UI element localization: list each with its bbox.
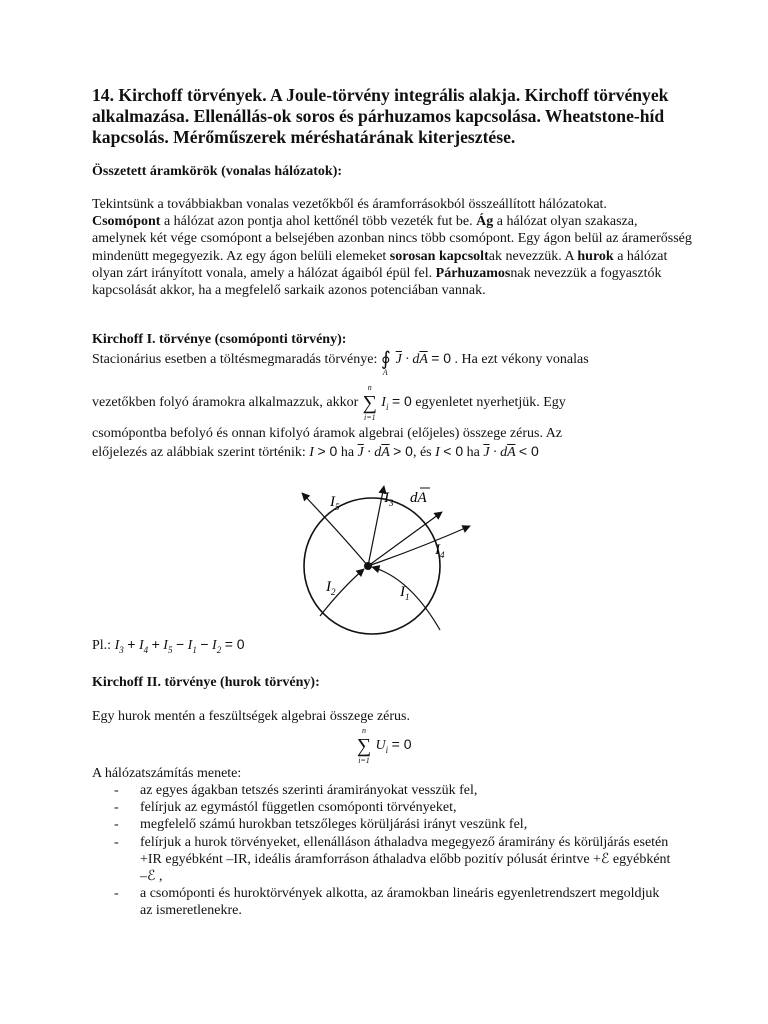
- intro-text: Tekintsünk a továbbiakban vonalas vezetőkből és áramforrásokból összeállított hálózatokat.: [92, 197, 607, 212]
- label-i1: $I_1$: [400, 584, 410, 602]
- voltage-sum-equation: ∑ n i=1 $U_i = 0$: [356, 726, 412, 765]
- term-hurok: hurok: [577, 248, 614, 264]
- example-equation: Pl.: $I_3 + I_4 + I_5 - I_1 - I_2 = 0$: [92, 636, 245, 655]
- label-i2: $I_2$: [326, 579, 336, 597]
- list-item: - felírjuk az egymástól független csomóponti törvényeket,: [112, 799, 672, 816]
- current-sum-equation: $I_i = 0$: [381, 393, 412, 413]
- term-ag: Ág: [476, 214, 494, 230]
- normal-vector-da: [368, 512, 442, 566]
- kirchoff1-line1: Stacionárius esetben a töltésmegmaradás törvénye: $∮_A\overline{J} \cdot d\overline{A} = 0$ . Ha ezt vékony vonalas: [92, 349, 589, 377]
- label-i3: $I_3$: [384, 490, 394, 508]
- page-title: 14. Kirchoff törvények. A Joule-törvény integrális alakja. Kirchoff törvények alkalmazása. Ellenállás-ok soros és párhuzamos kapcsolása. Wheatstone-híd kapcsolás. Mérőműszerek méréshatárának kiterjesztése.: [92, 85, 669, 147]
- section-heading-kirchoff-2: Kirchoff II. törvénye (hurok törvény):: [92, 675, 320, 690]
- section-heading-networks: Összetett áramkörök (vonalas hálózatok):: [92, 164, 343, 179]
- list-item: - felírjuk a hurok törvényeket, ellenálláson áthaladva megegyező áramirány és körüljárás esetén +IR egyébként –IR, ideális áramforráson áthaladva előbb pozitív pólusát érintve +ℰ egyébként –ℰ ,: [112, 834, 672, 886]
- paragraph-networks: [92, 196, 692, 299]
- label-da: dA: [410, 490, 427, 506]
- def-hurok: a hálózat olyan zárt irányított vonala, amely a hálózat ágaiból épül fel.: [92, 248, 668, 281]
- list-item: - megfelelő számú hurokban tetszőleges körüljárási irányt veszünk fel,: [112, 816, 672, 833]
- def-ag: a hálózat olyan szakasza, amelynek két vége csomópont a belsejében azonban nincs több csomópont. Egy ágon belül az áramerősség mindenütt megegyezik. Az egy ágon belüli elemeket: [92, 214, 692, 264]
- term-csomopont: Csomópont: [92, 214, 161, 230]
- current-arrow-i4: [368, 526, 470, 566]
- def-parhuzamos: nak nevezzük a fogyasztók kapcsolását akkor, ha a megfelelő sarkaik azonos potenciában vannak.: [92, 265, 662, 299]
- label-i4: $I_4$: [435, 542, 445, 560]
- procedure-heading: A hálózatszámítás menete:: [92, 766, 242, 781]
- loop-law-text: Egy hurok mentén a feszültségek algebrai összege zérus.: [92, 709, 410, 724]
- list-item: - az egyes ágakban tetszés szerinti áramirányokat vesszük fel,: [112, 782, 672, 799]
- summation-symbol: ∑ n i=1: [362, 383, 377, 422]
- procedure-steps-list: [112, 782, 672, 920]
- kirchoff1-line3: csomópontba befolyó és onnan kifolyó áramok algebrai (előjeles) összege zérus. Az: [92, 426, 563, 441]
- def-csomopont: a hálózat azon pontja ahol kettőnél több vezeték fut be.: [160, 214, 477, 230]
- term-parhuzamos: Párhuzamos: [435, 265, 511, 281]
- surface-integral-equation: $∮_A\overline{J} \cdot d\overline{A} = 0$: [380, 349, 452, 377]
- section-heading-kirchoff-1: Kirchoff I. törvénye (csomóponti törvény):: [92, 332, 347, 347]
- def-sorosan: ak nevezzük. A: [488, 248, 578, 264]
- kirchoff1-line4: előjelezés az alábbiak szerint történik: I > 0 ha $\overline{J} \cdot d\overline{A} > 0$, és I < 0 ha $\overline{J} \cdot d\overline{A} < 0$: [92, 443, 539, 460]
- kirchoff1-line2: vezetőkben folyó áramokra alkalmazzuk, akkor ∑ n i=1 $I_i = 0$ egyenletet nyerhetjük. Egy: [92, 383, 566, 422]
- node-diagram: [280, 478, 480, 638]
- list-item: - a csomóponti és huroktörvények alkotta, az áramokban lineáris egyenletrendszert megoldjuk az ismeretlenekre.: [112, 885, 672, 919]
- term-sorosan: sorosan kapcsolt: [389, 248, 489, 264]
- label-i5: $I_5$: [330, 494, 340, 512]
